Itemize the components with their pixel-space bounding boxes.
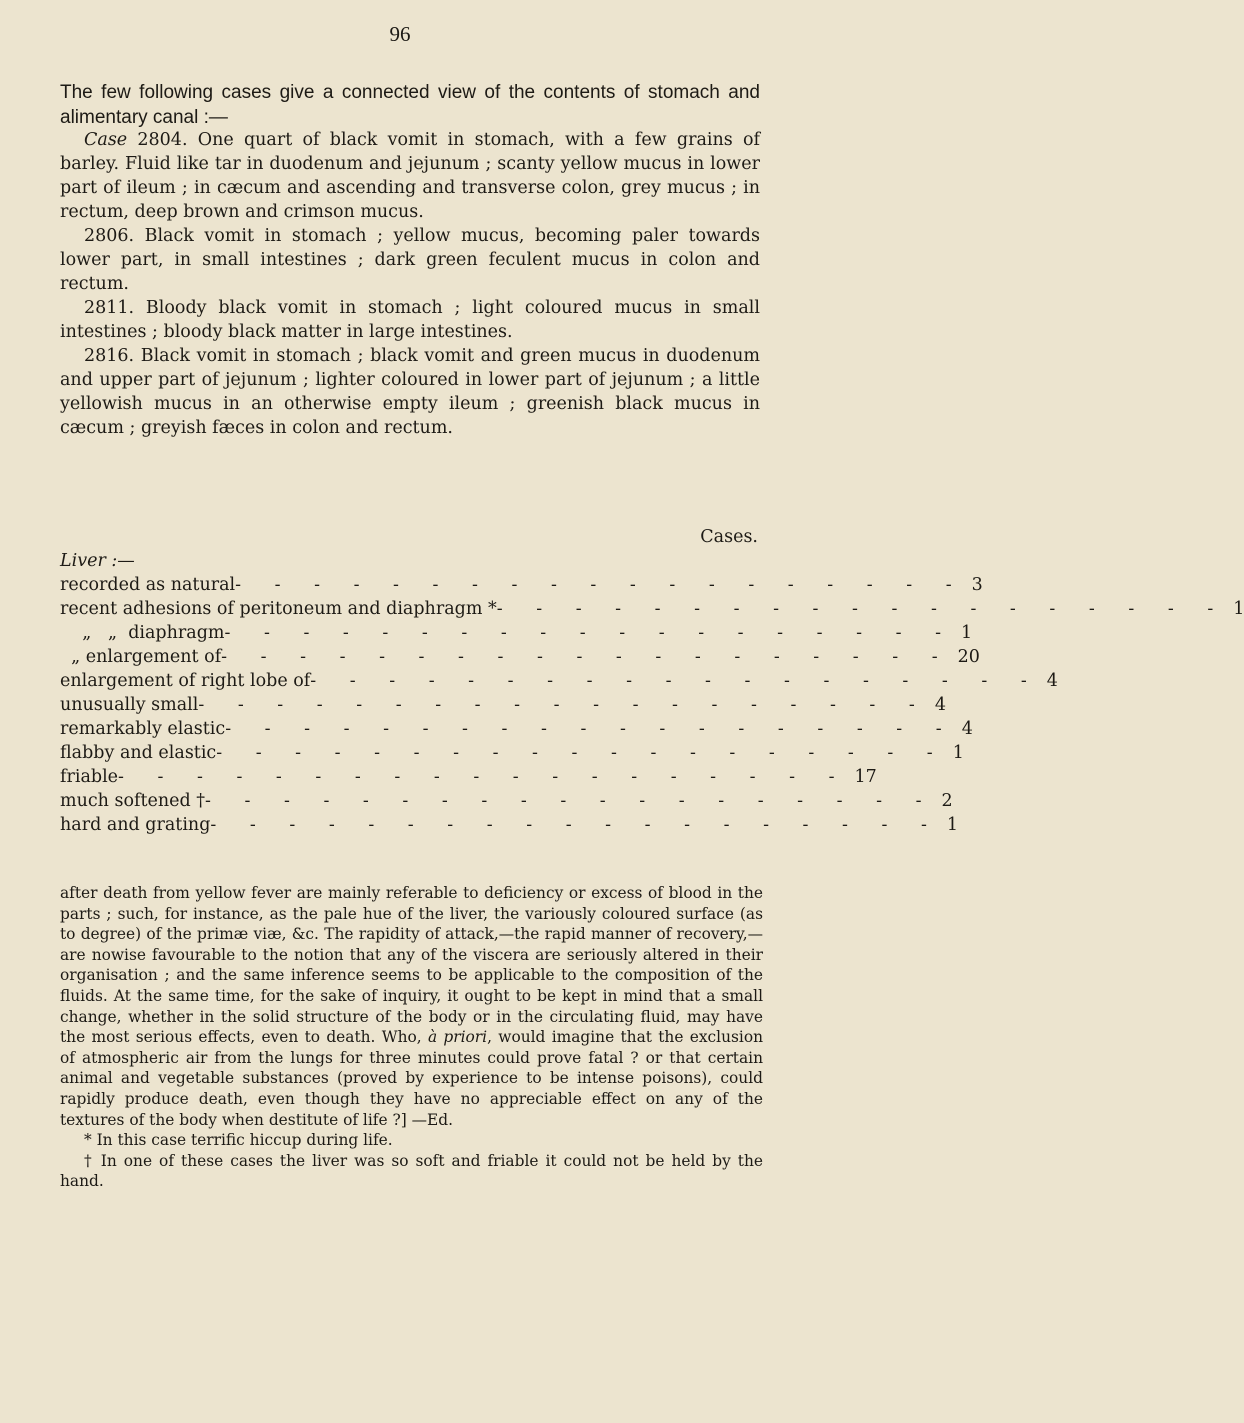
case-label: Case [84, 130, 128, 150]
liver-row-count: 2 [941, 791, 953, 811]
intro-paragraph: The few following cases give a connected view of the contents of stomach and alimentary canal :— [60, 82, 760, 128]
liver-row-label: recorded as natural [60, 575, 236, 595]
liver-row-count: 1 [946, 815, 959, 835]
footnote: † In one of these cases the liver was so soft and friable it could not be held by the hand. [60, 1151, 763, 1191]
leader-dashes: - - - - - - - - - - - - - - - - - - - [496, 599, 1228, 619]
leader-dashes: - - - - - - - - - - - - - - - - - - - [118, 767, 849, 787]
liver-row-count: 4 [961, 719, 973, 739]
liver-row-count: 1 [952, 743, 964, 763]
liver-row [60, 789, 953, 813]
liver-row-label: friable [60, 767, 119, 787]
leader-dashes: - - - - - - - - - - - - - - - - - - - [198, 695, 929, 715]
case-text: 2806. Black vomit in stomach ; yellow mucus, becoming paler towards lower part, in small intestines ; dark green feculent mucus in colon and rectum. [60, 226, 760, 294]
liver-row-count: 1 [1233, 599, 1244, 619]
liver-row-label: „ „ diaphragm [60, 623, 225, 643]
leader-dashes: - - - - - - - - - - - - - - - - - - - [235, 575, 966, 595]
liver-row-label: unusually small [60, 695, 199, 715]
page-number: 96 [389, 22, 411, 46]
cases-column-header: Cases. [700, 527, 758, 547]
liver-row-label: recent adhesions of peritoneum and diaphragm * [60, 599, 497, 619]
liver-row [60, 621, 973, 645]
case-entry [60, 296, 760, 344]
liver-row [60, 717, 973, 741]
liver-row [60, 765, 877, 789]
editor-note-part: after death from yellow fever are mainly referable to deficiency or excess of blood in the parts ; such, for instance, as the pale hue of the liver, the variously coloured surface (as to degree) of the primæ viæ, &c. The rapidity of attack,—the rapid manner of recovery,— are nowise favourable to the notion that any of the viscera are seriously altered in their organisation ; and the same inference seems to be applicable to the composition of the fluids. At the same time, for the sake of inquiry, it ought to be kept in mind that a small change, whether in the solid structure of the body or in the circulating fluid, may have the most serious effects, even to death. Who, [60, 884, 763, 1047]
leader-dashes: - - - - - - - - - - - - - - - - - - - [310, 671, 1041, 691]
leader-dashes: - - - - - - - - - - - - - - - - - - - [210, 815, 941, 835]
case-text: 2811. Bloody black vomit in stomach ; light coloured mucus in small intestines ; bloody black matter in large intestines. [60, 298, 760, 342]
liver-row [60, 693, 946, 717]
liver-row [60, 573, 983, 597]
case-entry [60, 128, 760, 224]
case-text: 2804. One quart of black vomit in stomach, with a few grains of barley. Fluid like tar in duodenum and jejunum ; scanty yellow mucus in lower part of ileum ; in cæcum and ascending and transverse colon, grey mucus ; in rectum, deep brown and crimson mucus. [60, 130, 760, 222]
editor-note-text [60, 883, 763, 1130]
footnote: * In this case terrific hiccup during life. [84, 1131, 393, 1150]
liver-row-count: 3 [971, 575, 983, 595]
liver-row-label: much softened † [60, 791, 206, 811]
liver-row-label: remarkably elastic [60, 719, 226, 739]
liver-row-label: enlargement of right lobe of [60, 671, 311, 691]
liver-heading: Liver :— [60, 551, 135, 571]
liver-row-count: 4 [1046, 671, 1058, 691]
liver-row-count: 1 [960, 623, 973, 643]
case-entry [60, 224, 760, 296]
case-list [60, 128, 760, 440]
liver-row [60, 669, 1058, 693]
case-text: 2816. Black vomit in stomach ; black vomit and green mucus in duodenum and upper part of jejunum ; lighter coloured in lower part of jejunum ; a little yellowish mucus in an otherwise empty ileum ; greenish black mucus in cæcum ; greyish fæces in colon and rectum. [60, 346, 760, 438]
liver-row [60, 645, 980, 669]
liver-row-label: hard and grating [60, 815, 211, 835]
liver-table [60, 525, 1244, 837]
editor-note-italic: à priori [427, 1028, 488, 1047]
liver-row-count: 4 [934, 695, 946, 715]
liver-row [60, 813, 959, 837]
leader-dashes: - - - - - - - - - - - - - - - - - - - [225, 719, 956, 739]
leader-dashes: - - - - - - - - - - - - - - - - - - - [205, 791, 936, 811]
liver-row [60, 597, 1244, 621]
liver-row [60, 741, 964, 765]
liver-row-count: 20 [957, 647, 980, 667]
leader-dashes: - - - - - - - - - - - - - - - - - - - [216, 743, 947, 763]
leader-dashes: - - - - - - - - - - - - - - - - - - - [221, 647, 952, 667]
liver-row-label: flabby and elastic [60, 743, 217, 763]
liver-row-label: „ enlargement of [60, 647, 222, 667]
case-entry [60, 344, 760, 440]
editor-note [60, 883, 763, 1192]
leader-dashes: - - - - - - - - - - - - - - - - - - - [224, 623, 955, 643]
editor-note-part: , would imagine that the exclusion of atmospheric air from the lungs for three minutes could prove fatal ? or that certain animal and vegetable substances (proved by experience to be intense poisons), could rapidly produce death, even though they have no appreciable effect on any of the textures of the body when destitute of life ?] —Ed. [60, 1028, 763, 1129]
liver-row-count: 17 [854, 767, 877, 787]
